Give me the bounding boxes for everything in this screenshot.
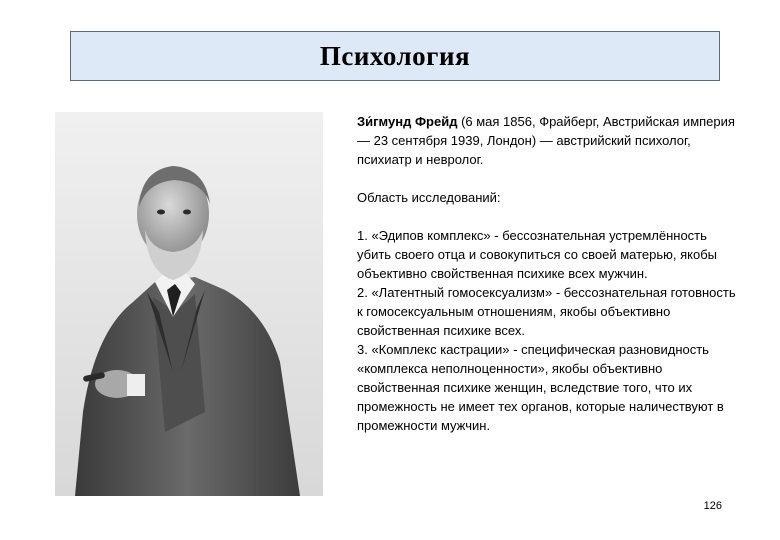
portrait-photo-icon — [55, 112, 323, 496]
paragraph-gap — [357, 207, 739, 226]
biography-text — [357, 112, 739, 435]
research-item-3: 3. «Комплекс кастрации» - специфическая разновидность «комплекса неполноценности», якобы объективно свойственная психике женщин, вследствие того, что их промежность не имеет тех органов, которые наличествуют в промежности мужчин. — [357, 342, 724, 433]
research-item-2: 2. «Латентный гомосексуализм» - бессознательная готовность к гомосексуальным отношениям, якобы объективно свойственная психике всех. — [357, 285, 736, 338]
paragraph-gap — [357, 169, 739, 188]
person-name: Зи́гмунд Фрейд — [357, 114, 458, 129]
research-item-1: 1. «Эдипов комплекс» - бессознательная устремлённость убить своего отца и совокупиться со своей матерью, якобы объективно свойственная психике всех мужчин. — [357, 228, 718, 281]
field-heading: Область исследований: — [357, 190, 501, 205]
slide-number: 126 — [703, 500, 722, 512]
slide-title: Психология — [319, 40, 471, 71]
portrait-photo — [55, 112, 323, 496]
bio-intro: (6 мая 1856, Фрайберг, Австрийская империя — 23 сентября 1939, Лондон) — австрийский психолог, психиатр и невролог. — [357, 114, 735, 167]
title-box — [70, 31, 720, 81]
bio-intro-paragraph — [357, 112, 739, 169]
